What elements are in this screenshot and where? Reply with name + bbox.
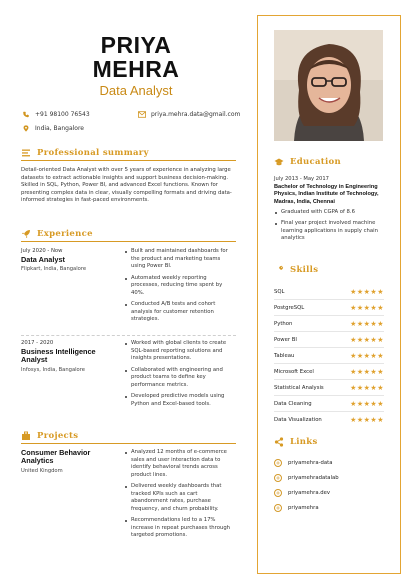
experience-section: [21, 228, 236, 242]
skill-row: [274, 364, 384, 380]
tools-icon: [274, 265, 284, 275]
job-bullets: [124, 340, 236, 412]
skill-row: [274, 348, 384, 364]
profile-photo: [274, 30, 383, 141]
skill-rating-stars: ★★★★★: [350, 319, 384, 328]
link-item[interactable]: [274, 500, 384, 515]
education-degree: Bachelor of Technology in Engineering Physics, Indian Institute of Technology, Madras, India, Chennai: [274, 184, 379, 205]
job-bullet: Automated weekly reporting processes, reducing time spent by 40%.: [124, 275, 236, 298]
job-bullet: Conducted A/B tests and cohort analysis for customer retention strategies.: [124, 301, 236, 324]
divider: [21, 335, 236, 336]
link-text: priyamehra: [288, 504, 319, 511]
location-icon: [22, 125, 30, 132]
skill-rating-stars: ★★★★★: [350, 399, 384, 408]
link-text: priyamehra.dev: [288, 489, 331, 496]
skill-row: [274, 332, 384, 348]
skill-rating-stars: ★★★★★: [350, 303, 384, 312]
share-icon: [274, 437, 284, 447]
skill-name: Data Cleaning: [274, 400, 312, 407]
job-bullet: Developed predictive models using Python and Excel-based tools.: [124, 393, 236, 408]
skill-row: [274, 284, 384, 300]
role-title: Data Analyst: [99, 83, 173, 98]
skill-name: Statistical Analysis: [274, 384, 324, 391]
links-heading: [274, 436, 384, 450]
skill-rating-stars: ★★★★★: [350, 335, 384, 344]
skill-name: Tableau: [274, 352, 295, 359]
education-heading: [274, 156, 384, 170]
link-item[interactable]: [274, 455, 384, 470]
project-bullets: [124, 449, 236, 544]
skill-row: [274, 396, 384, 412]
skill-row: [274, 412, 384, 428]
skill-rating-stars: ★★★★★: [350, 416, 384, 424]
link-item[interactable]: [274, 485, 384, 500]
summary-icon: [21, 148, 31, 158]
skill-row: [274, 380, 384, 396]
job-date: July 2020 - Now: [21, 248, 63, 254]
summary-title: Professional summary: [37, 147, 149, 158]
links-title: Links: [290, 437, 318, 447]
summary-section: [21, 147, 236, 205]
education-bullet: Graduated with CGPA of 8.6: [274, 209, 384, 217]
education-section: [274, 156, 384, 247]
skill-name: Python: [274, 320, 293, 327]
project-title: Consumer Behavior Analytics: [21, 448, 91, 466]
skill-name: SQL: [274, 288, 285, 295]
skills-list: [274, 284, 384, 428]
summary-text: Detail-oriented Data Analyst with over 5 years of experience in analyzing large datasets to extract actionable insights and support business decision-making. Skilled in SQL, Python, Power BI, and advanced Excel functions. Known for presenting complex data in clear, visually compelling formats and driving data-informed strategies in fast-paced environments.: [21, 167, 232, 204]
email-text: priya.mehra.data@gmail.com: [151, 111, 241, 118]
skill-name: Power BI: [274, 336, 297, 343]
education-bullet: Final year project involved machine learning applications in supply chain analytics: [274, 220, 384, 243]
job-meta: [21, 340, 116, 373]
job-meta: [21, 248, 116, 272]
experience-title: Experience: [37, 228, 93, 239]
education-title: Education: [290, 157, 341, 167]
skill-name: Microsoft Excel: [274, 368, 314, 375]
graduation-cap-icon: [274, 157, 284, 167]
rocket-icon: [21, 229, 31, 239]
skills-section: [274, 264, 384, 428]
project-bullet: Recommendations led to a 17% increase in repeat purchases through targeted promotions.: [124, 517, 236, 540]
job-title: Data Analyst: [21, 255, 65, 264]
job-title: Business Intelligence Analyst: [21, 347, 96, 365]
skill-rating-stars: ★★★★★: [350, 383, 384, 392]
project-bullet: Delivered weekly dashboards that tracked KPIs such as cart abandonment rates, purchase frequency, and churn probability.: [124, 483, 236, 513]
location-text: India, Bangalore: [35, 125, 84, 132]
links-list: [274, 455, 384, 515]
skill-row: [274, 300, 384, 316]
candidate-name: [22, 33, 250, 81]
job-company: Flipkart, India, Bangalore: [21, 266, 87, 273]
job-company: Infosys, India, Bangalore: [21, 366, 85, 373]
skills-title: Skills: [290, 265, 319, 275]
contact-phone[interactable]: [22, 111, 90, 118]
job-bullet: Collaborated with engineering and product teams to define key performance metrics.: [124, 367, 236, 390]
project-meta: [21, 449, 116, 474]
skill-name: PostgreSQL: [274, 304, 305, 311]
globe-icon: ◍: [274, 504, 282, 512]
phone-icon: [22, 111, 30, 118]
globe-icon: ◍: [274, 474, 282, 482]
profile-photo-image: [274, 30, 383, 141]
links-section: [274, 436, 384, 515]
education-date: July 2013 - May 2017: [274, 176, 329, 182]
link-text: priyamehradatalab: [288, 474, 339, 481]
project-bullet: Analyzed 12 months of e-commerce sales and user interaction data to identify behavioral trends across product lines.: [124, 449, 236, 479]
skill-name: Data Visualization: [274, 417, 322, 423]
job-bullet: Worked with global clients to create SQL-based reporting solutions and insights presentations.: [124, 340, 236, 363]
skill-row: [274, 316, 384, 332]
name-last: MEHRA: [92, 56, 180, 82]
project-location: United Kingdom: [21, 467, 63, 474]
job-date: 2017 - 2020: [21, 340, 54, 346]
projects-heading: [21, 430, 236, 444]
projects-title: Projects: [37, 430, 79, 441]
contact-location: [22, 125, 84, 132]
phone-text: +91 98100 76543: [35, 111, 90, 118]
projects-section: [21, 430, 236, 444]
sidebar-panel: [257, 15, 401, 574]
skills-heading: [274, 264, 384, 278]
skill-rating-stars: ★★★★★: [350, 287, 384, 296]
globe-icon: ◍: [274, 489, 282, 497]
mail-icon: [138, 111, 146, 118]
link-item[interactable]: [274, 470, 384, 485]
summary-heading: [21, 147, 236, 161]
contact-email[interactable]: [138, 111, 240, 118]
name-first: PRIYA: [100, 32, 172, 58]
job-bullet: Built and maintained dashboards for the product and marketing teams using Power BI.: [124, 248, 236, 271]
globe-icon: ◍: [274, 459, 282, 467]
skill-rating-stars: ★★★★★: [350, 351, 384, 360]
link-text: priyamehra-data: [288, 459, 333, 466]
experience-heading: [21, 228, 236, 242]
job-bullets: [124, 248, 236, 328]
briefcase-icon: [21, 431, 31, 441]
skill-rating-stars: ★★★★★: [350, 367, 384, 376]
